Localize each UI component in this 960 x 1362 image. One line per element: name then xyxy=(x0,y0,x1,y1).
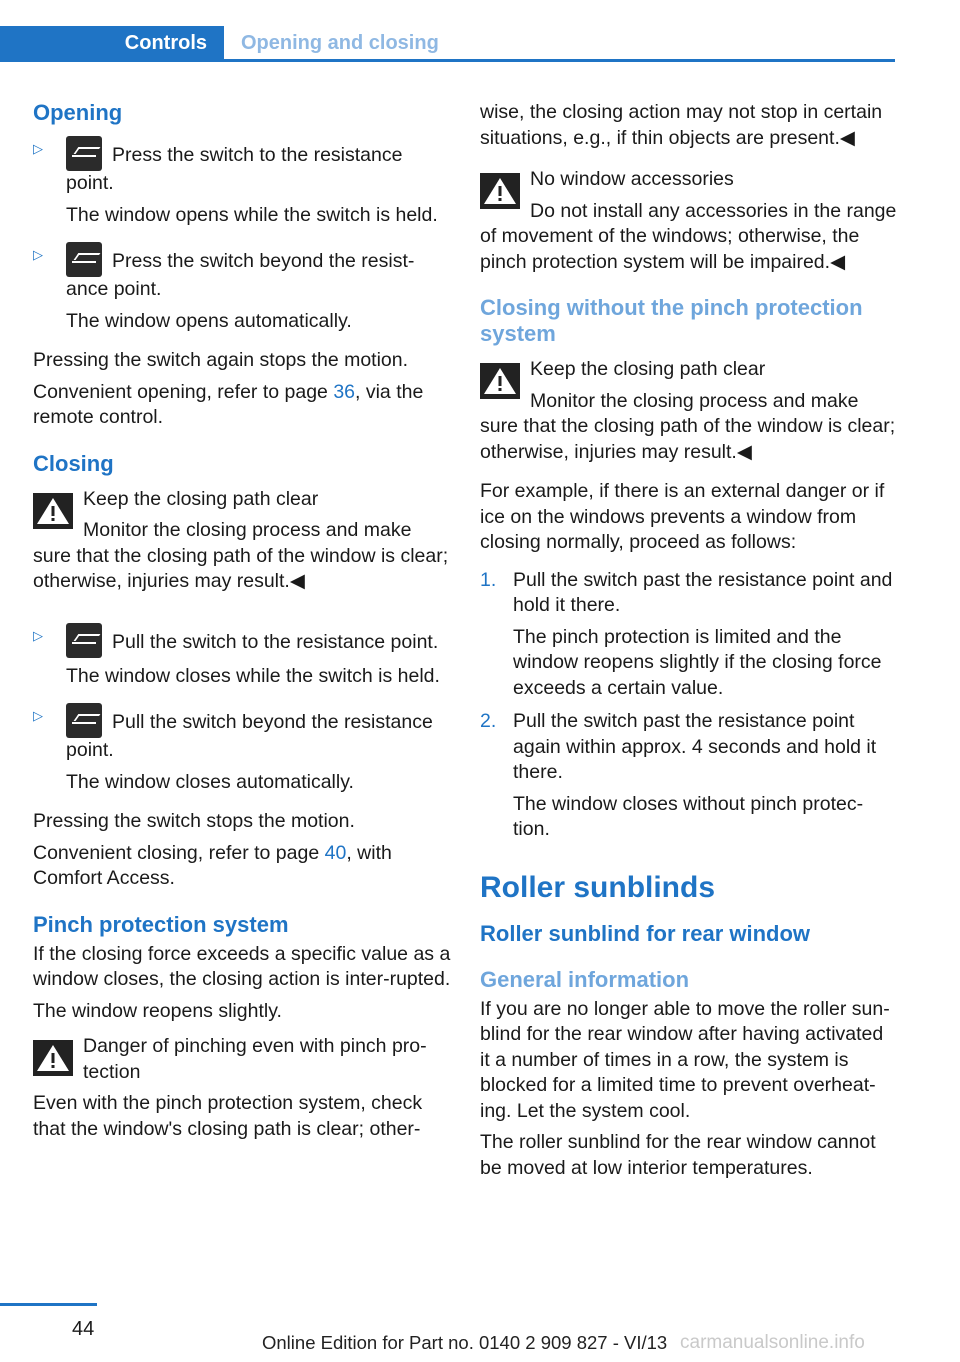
left-column xyxy=(33,100,451,1156)
warning-title: No window accessories xyxy=(530,168,734,190)
paragraph: If you are no longer able to move the roller sun‐blind for the rear window after having activated it a number of times in a row, the system is blocked for a limited time to prevent overheat‐ing. Let the system cool. xyxy=(480,997,890,1122)
warning-block xyxy=(33,1034,451,1142)
right-column xyxy=(480,100,898,1187)
page-link-36[interactable]: 36 xyxy=(333,380,356,403)
window-switch-icon xyxy=(66,242,102,277)
window-switch-icon xyxy=(66,623,102,658)
footer-rule xyxy=(0,1303,97,1306)
item-result: The window opens automatically. xyxy=(66,309,352,332)
triangle-bullet-icon: ▷ xyxy=(33,627,43,643)
paragraph: If the closing force exceeds a specific value as a window closes, the closing action is inter‐rupted. xyxy=(33,942,451,990)
paragraph: The window reopens slightly. xyxy=(33,999,282,1022)
list-item xyxy=(480,568,898,702)
warning-icon xyxy=(33,493,73,529)
step-result: The window closes without pinch protec‐tion. xyxy=(513,792,864,840)
header-bar xyxy=(0,26,895,62)
opening-heading: Opening xyxy=(33,100,123,125)
warning-title: Danger of pinching even with pinch pro‐tection xyxy=(83,1035,427,1083)
triangle-bullet-icon: ▷ xyxy=(33,708,43,723)
general-heading: General information xyxy=(480,966,690,992)
tab-controls[interactable] xyxy=(0,26,224,62)
paragraph: The roller sunblind for the rear window cannot be moved at low interior temperatures. xyxy=(480,1131,876,1179)
step-lead: Pull the switch past the resistance point again within approx. 4 seconds and hold it there. xyxy=(513,710,877,783)
watermark: carmanualsonline.info xyxy=(680,1332,865,1353)
warning-icon xyxy=(33,1040,73,1076)
warning-block xyxy=(33,487,451,595)
warning-icon xyxy=(480,363,520,399)
nopinch-heading: Closing without the pinch protection system xyxy=(480,295,863,346)
warning-body: Even with the pinch protection system, check that the window's closing path is clear; other‐ xyxy=(33,1092,423,1140)
warning-block xyxy=(480,167,898,275)
list-item: ▷ Pull the switch to the resistance point. The window closes while the switch is held. xyxy=(33,623,451,690)
step-number: 2. xyxy=(480,710,497,732)
item-result: The window opens while the switch is held. xyxy=(66,203,438,226)
edition-text: Online Edition for Part no. 0140 2 909 827 - VI/13 xyxy=(262,1332,668,1353)
list-item: ▷ Press the switch to the resistance point. The window opens while the switch is held. xyxy=(33,136,451,228)
header-rule xyxy=(224,59,895,62)
page-number: 44 xyxy=(72,1318,95,1340)
warning-title: Keep the closing path clear xyxy=(530,358,766,380)
triangle-bullet-icon: ▷ xyxy=(33,247,43,262)
roller-subheading: Roller sunblind for rear window xyxy=(480,920,811,946)
tab-opening-and-closing[interactable]: Opening and closing xyxy=(241,32,439,54)
pinch-heading: Pinch protection system xyxy=(33,911,289,937)
warning-body: Monitor the closing process and make sure that the closing path of the window is clear; otherwise, injuries may result.◀ xyxy=(33,519,449,592)
roller-heading: Roller sunblinds xyxy=(480,870,716,904)
page-link-40[interactable]: 40 xyxy=(324,841,347,864)
warning-block xyxy=(480,357,898,465)
paragraph: Pressing the switch again stops the motion. xyxy=(33,349,409,371)
step-number: 1. xyxy=(480,568,497,591)
paragraph: Convenient closing, refer to page 40, with Comfort Access. xyxy=(33,841,392,889)
paragraph: Pressing the switch stops the motion. xyxy=(33,810,355,832)
closing-heading: Closing xyxy=(33,450,114,476)
item-result: The window closes while the switch is held. xyxy=(66,664,440,687)
paragraph: Convenient opening, refer to page 36, via the remote control. xyxy=(33,380,424,428)
paragraph: For example, if there is an external danger or if ice on the windows prevents a window from closing normally, proceed as follows: xyxy=(480,480,885,553)
list-item: ▷ Pull the switch beyond the resistance point. The window closes automatically. xyxy=(33,703,451,795)
step-lead: Pull the switch past the resistance point and hold it there. xyxy=(513,568,893,616)
window-switch-icon xyxy=(66,703,102,738)
warning-title: Keep the closing path clear xyxy=(83,487,319,510)
step-result: The pinch protection is limited and the window reopens slightly if the closing force exceeds a certain value. xyxy=(513,625,882,699)
paragraph: wise, the closing action may not stop in certain situations, e.g., if thin objects are present.◀ xyxy=(480,101,883,149)
list-item: ▷ Press the switch beyond the resist‐ance point. The window opens automatically. xyxy=(33,242,451,334)
list-item xyxy=(480,709,898,843)
tab-controls-label: Controls xyxy=(124,32,207,54)
warning-body: Do not install any accessories in the range of movement of the windows; otherwise, the pinch protection system will be impaired.◀ xyxy=(480,199,897,273)
window-switch-icon xyxy=(66,136,102,171)
warning-body: Monitor the closing process and make sure that the closing path of the window is clear; otherwise, injuries may result.◀ xyxy=(480,389,896,463)
item-result: The window closes automatically. xyxy=(66,770,354,793)
warning-icon xyxy=(480,173,520,209)
triangle-bullet-icon: ▷ xyxy=(33,141,43,156)
